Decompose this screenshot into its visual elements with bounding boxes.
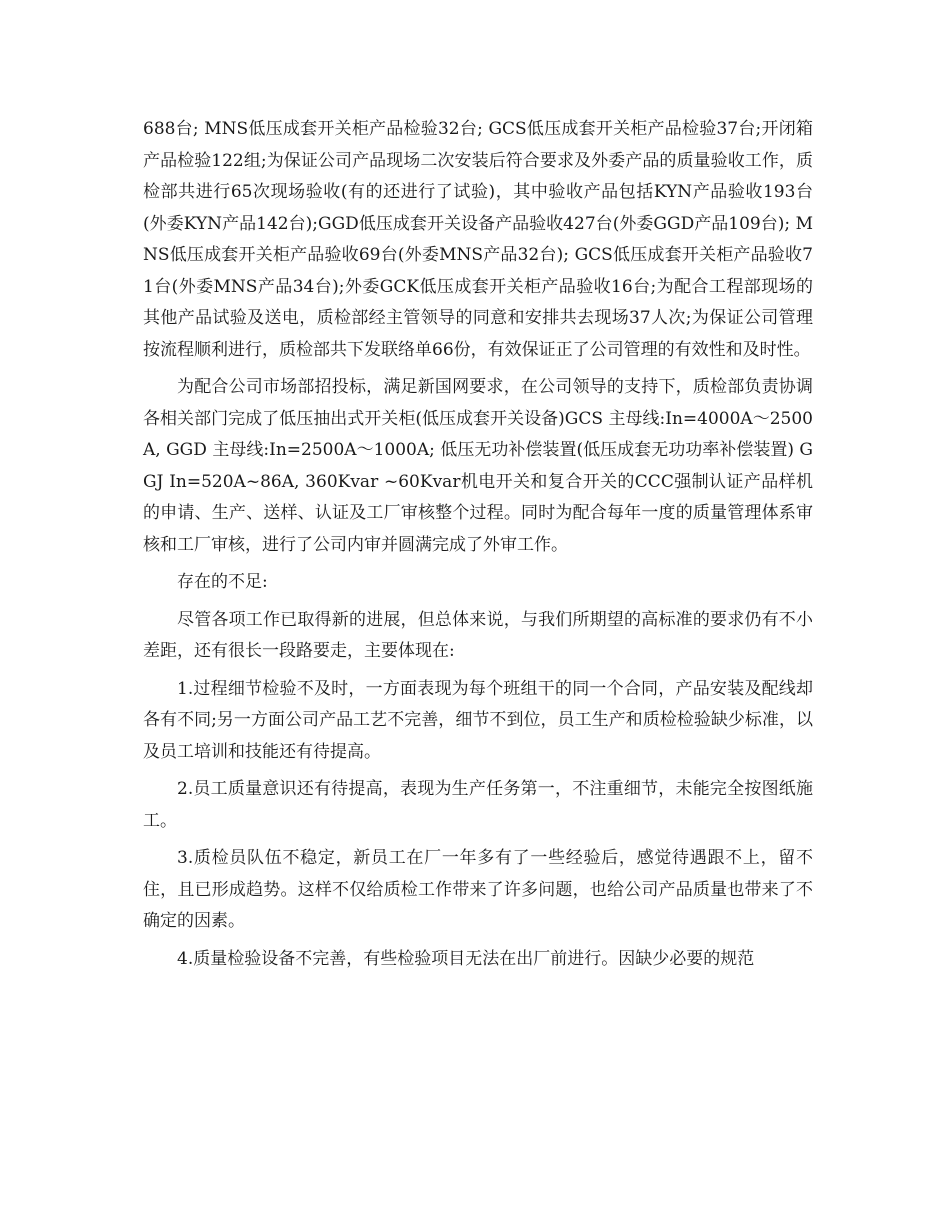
paragraph-shortcoming-4: 4.质量检验设备不完善，有些检验项目无法在出厂前进行。因缺少必要的规范 xyxy=(177,948,755,969)
paragraph-ccc-certification: 为配合公司市场部招投标，满足新国网要求，在公司领导的支持下，质检部负责协调各相关部门完成了低压抽出式开关柜(低压成套开关设备)GCS 主母线:In=4000A～2500A, GGD 主母线:In=2500A～1000A; 低压无功补偿装置(低压成套无功功率补偿装置) GGJ In=520A~86A, 360Kvar ~60Kvar机电开关和复合开关的CCC强制认证产品样机的申请、生产、送样、认证及工厂审核整个过程。同时为配合每年一度的质量管理体系审核和工厂审核，进行了公司内审并圆满完成了外审工作。 xyxy=(143,377,813,555)
paragraph-shortcomings-heading: 存在的不足: xyxy=(177,572,268,592)
paragraph-shortcoming-1: 1.过程细节检验不及时，一方面表现为每个班组干的同一个合同，产品安装及配线却各有不同;另一方面公司产品工艺不完善，细节不到位，员工生产和质检检验缺少标准，以及员工培训和技能还有待提高。 xyxy=(143,678,813,762)
paragraph-shortcomings-intro: 尽管各项工作已取得新的进展，但总体来说，与我们所期望的高标准的要求仍有不小差距，还有很长一段路要走，主要体现在: xyxy=(143,609,813,661)
paragraph-inspection-statistics: 688台; MNS低压成套开关柜产品检验32台; GCS低压成套开关柜产品检验37台;开闭箱产品检验122组;为保证公司产品现场二次安装后符合要求及外委产品的质量验收工作，质检部共进行65次现场验收(有的还进行了试验)，其中验收产品包括KYN产品验收193台(外委KYN产品142台);GGD低压成套开关设备产品验收427台(外委GGD产品109台); MNS低压成套开关柜产品验收69台(外委MNS产品32台); GCS低压成套开关柜产品验收71台(外委MNS产品34台);外委GCK低压成套开关柜产品验收16台;为配合工程部现场的其他产品试验及送电，质检部经主管领导的同意和安排共去现场37人次;为保证公司管理按流程顺利进行，质检部共下发联络单66份，有效保证正了公司管理的有效性和及时性。 xyxy=(143,119,813,360)
paragraph-shortcoming-2: 2.员工质量意识还有待提高，表现为生产任务第一，不注重细节，未能完全按图纸施工。 xyxy=(143,779,813,831)
document-body xyxy=(143,114,813,975)
paragraph-shortcoming-3: 3.质检员队伍不稳定，新员工在厂一年多有了一些经验后，感觉待遇跟不上，留不住，且已形成趋势。这样不仅给质检工作带来了许多问题，也给公司产品质量也带来了不确定的因素。 xyxy=(143,848,813,931)
